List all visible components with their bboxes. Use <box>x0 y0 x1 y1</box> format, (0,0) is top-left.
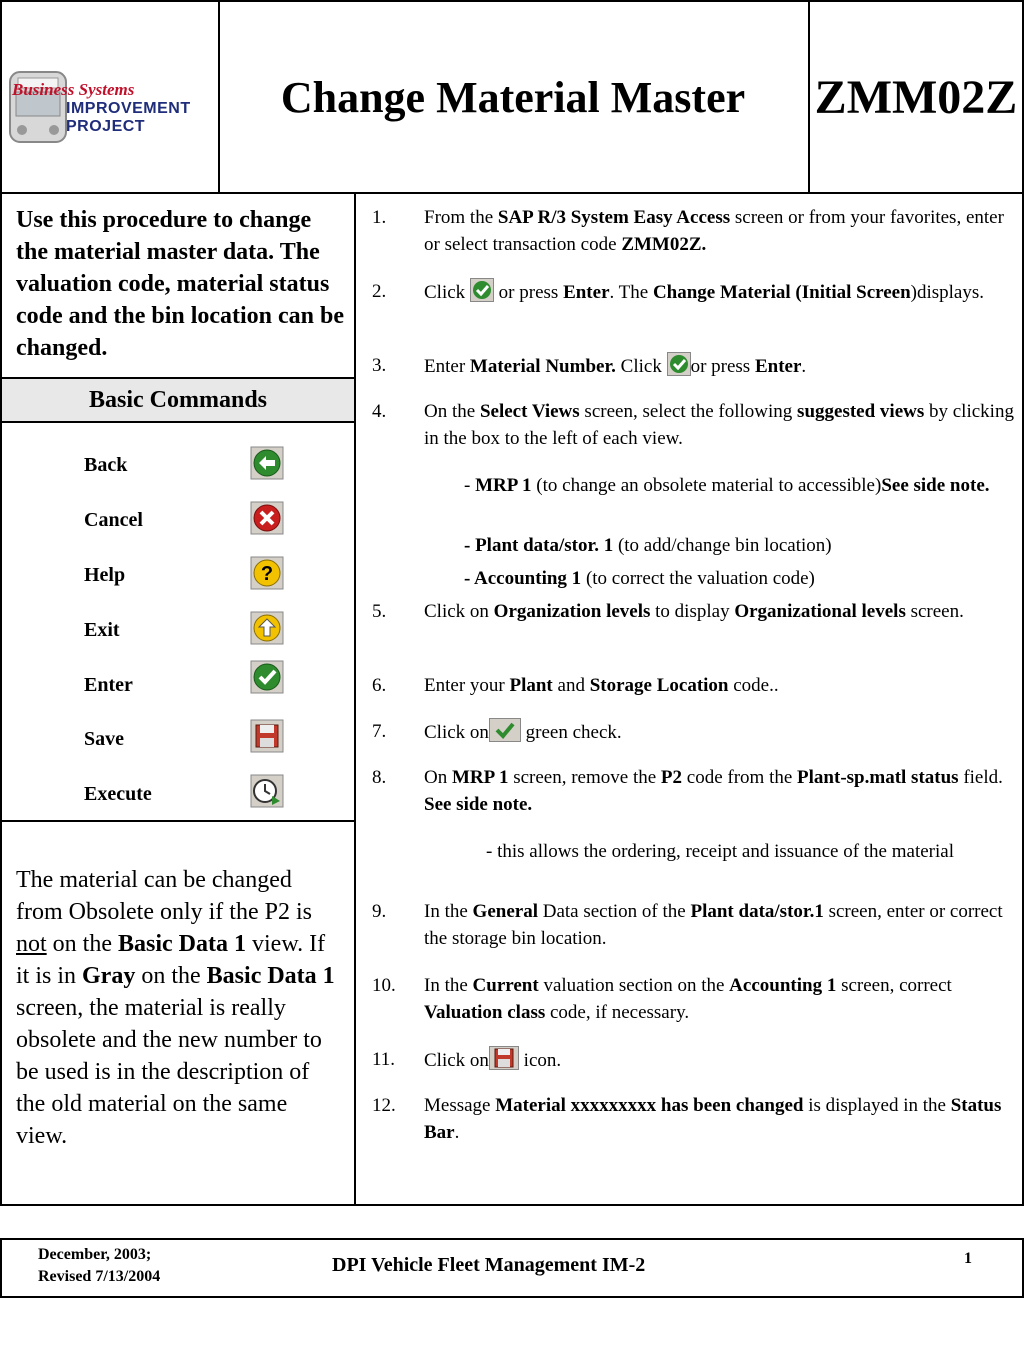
command-label-execute: Execute <box>84 783 152 805</box>
intro-text: Use this procedure to change the material master data. The valuation code, material status code and the bin location can be changed. <box>16 207 345 361</box>
command-label-cancel: Cancel <box>84 509 143 531</box>
footer-title: DPI Vehicle Fleet Management IM-2 <box>332 1254 646 1276</box>
back-icon <box>250 446 284 480</box>
commands-divider <box>2 820 354 822</box>
svg-text:?: ? <box>260 563 274 585</box>
step-4-sub-accounting: - Accounting 1 (to correct the valuation code) <box>464 568 815 589</box>
header <box>0 0 1024 194</box>
enter-icon <box>667 352 691 376</box>
help-icon <box>250 556 284 590</box>
page-number: 1 <box>964 1250 972 1267</box>
command-label-save: Save <box>84 728 124 750</box>
basic-commands-heading: Basic Commands <box>2 377 354 423</box>
save-icon <box>250 719 284 753</box>
command-label-exit: Exit <box>84 619 120 641</box>
step-4-sub-mrp1: - MRP 1 (to change an obsolete material to accessible)See side note. <box>464 475 990 496</box>
page-title: Change Material Master <box>280 72 746 122</box>
main-table: Use this procedure to change the material master data. The valuation code, material status code and the bin location can be changed. Basic Commands Back Cancel Help ? Exit Enter Save Execute The material can be changed from Obsolete only if the P2 is not on the Basic Data 1 view. If it is in Gray on the Basic Data 1 screen, the material is really obsolete and the new number to be used is in the description of the old material on the same view. 1. From the SAP R/3 System Easy Access screen or from your favorites, enter or select transaction code ZMM02Z. 2. Click or press Enter. The Change Material (Initial Screen)displays. 3. Enter Material Number. Click or press Enter. 4. On the Select Views screen, select the following suggested views by clicking in the box to the left of each view. - MRP 1 (to change an obsolete material to accessible)See side note. - Plant data/stor. 1 (to add/change bin location) - Accounting 1 (to correct the valuation code) 5. Click on Organization levels to display Organizational levels screen. 6. Enter your Plant and Storage Location code.. 7. Click on green check. 8. On MRP 1 screen, remove the P2 code from the Plant-sp.matl status field. See side note. - this allows the ordering, receipt and issuance of the material 9. In the General Data section of the Plant data/stor.1 screen, enter or correct the storage bin location. 10. In the Current valuation section on the Accounting 1 screen, correct Valuation class code, if necessary. 11. Click on icon. 12. Message Material xxxxxxxxx has been changed is displayed in the Status Bar. <box>0 192 1024 1206</box>
footer <box>0 1238 1024 1298</box>
logo-cell <box>2 2 220 192</box>
save-icon <box>489 1046 519 1070</box>
command-label-enter: Enter <box>84 674 133 696</box>
business-systems-logo <box>2 62 218 152</box>
exit-icon <box>250 611 284 645</box>
green-check-icon <box>489 718 521 742</box>
footer-date: December, 2003; Revised 7/13/2004 <box>38 1246 161 1285</box>
logo-text-improvement: IMPROVEMENT <box>66 100 191 117</box>
enter-icon <box>470 278 494 302</box>
logo-text-business-systems: Business Systems <box>12 80 135 99</box>
logo-text-project: PROJECT <box>66 118 146 135</box>
title-cell <box>218 2 810 192</box>
command-label-back: Back <box>84 454 128 476</box>
left-column <box>2 194 356 1204</box>
side-note: The material can be changed from Obsolete only if the P2 is not on the Basic Data 1 view. If it is in Gray on the Basic Data 1 screen, the material is really obsolete and the new number to be used is in the description of the old material on the same view. <box>16 867 335 1149</box>
execute-icon <box>250 774 284 808</box>
step-4-sub-plant-data: - Plant data/stor. 1 (to add/change bin location) <box>464 535 832 556</box>
code-cell <box>810 2 1022 192</box>
enter-icon <box>250 660 284 694</box>
transaction-code: ZMM02Z <box>814 70 1018 124</box>
step-8-sub-note: - this allows the ordering, receipt and issuance of the material <box>486 841 954 862</box>
cancel-icon <box>250 501 284 535</box>
command-label-help: Help <box>84 564 126 586</box>
